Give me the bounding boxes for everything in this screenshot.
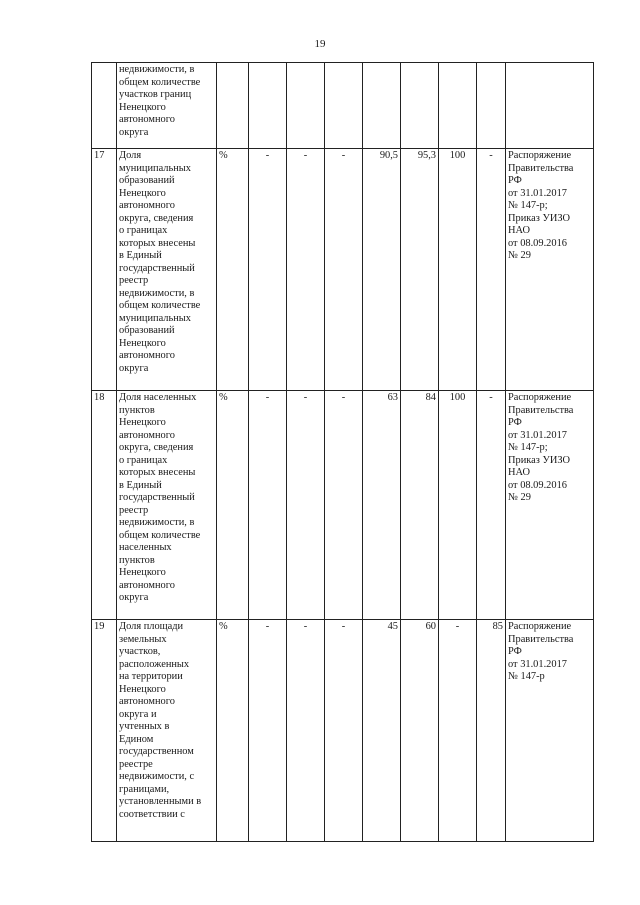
value-cell bbox=[401, 63, 439, 149]
value-cell: 90,5 bbox=[363, 149, 401, 391]
value-cell: - bbox=[439, 620, 477, 842]
value-cell: - bbox=[287, 391, 325, 620]
row-number: 18 bbox=[92, 391, 117, 620]
value-cell bbox=[325, 63, 363, 149]
table-row bbox=[92, 149, 594, 391]
value-cell: - bbox=[249, 620, 287, 842]
value-cell: - bbox=[249, 149, 287, 391]
row-number bbox=[92, 63, 117, 149]
value-cell: - bbox=[325, 149, 363, 391]
value-cell: 84 bbox=[401, 391, 439, 620]
unit-cell: % bbox=[217, 391, 249, 620]
indicator-name: Доля населенных пунктов Ненецкого автономного округа, сведения о границах которых внесены в Единый государственный реестр недвижимости, в общем количестве населенных пунктов Ненецкого автономного округа bbox=[117, 391, 217, 620]
value-cell: - bbox=[249, 391, 287, 620]
value-cell bbox=[249, 63, 287, 149]
source-document: Распоряжение Правительства РФ от 31.01.2017 № 147-р; Приказ УИЗО НАО от 08.09.2016 № 29 bbox=[506, 149, 594, 391]
indicator-name: Доля муниципальных образований Ненецкого автономного округа, сведения о границах которых внесены в Единый государственный реестр недвижимости, в общем количестве муниципальных образований Ненецкого автономного округа bbox=[117, 149, 217, 391]
source-document: Распоряжение Правительства РФ от 31.01.2017 № 147-р bbox=[506, 620, 594, 842]
value-cell: 45 bbox=[363, 620, 401, 842]
value-cell: - bbox=[477, 149, 506, 391]
unit-cell: % bbox=[217, 149, 249, 391]
value-cell bbox=[287, 63, 325, 149]
value-cell: - bbox=[287, 620, 325, 842]
value-cell: 100 bbox=[439, 391, 477, 620]
row-number: 17 bbox=[92, 149, 117, 391]
indicator-name: недвижимости, в общем количестве участков границ Ненецкого автономного округа bbox=[117, 63, 217, 149]
value-cell: 100 bbox=[439, 149, 477, 391]
source-document bbox=[506, 63, 594, 149]
indicator-name: Доля площади земельных участков, расположенных на территории Ненецкого автономного округа и учтенных в Едином государственном реестре недвижимости, с границами, установленными в соответствии с bbox=[117, 620, 217, 842]
value-cell: - bbox=[325, 620, 363, 842]
value-cell: - bbox=[325, 391, 363, 620]
indicators-table bbox=[91, 62, 594, 842]
value-cell: 95,3 bbox=[401, 149, 439, 391]
row-number: 19 bbox=[92, 620, 117, 842]
table-row bbox=[92, 63, 594, 149]
value-cell bbox=[477, 63, 506, 149]
value-cell: 60 bbox=[401, 620, 439, 842]
table-row bbox=[92, 391, 594, 620]
unit-cell bbox=[217, 63, 249, 149]
table-row bbox=[92, 620, 594, 842]
source-document: Распоряжение Правительства РФ от 31.01.2017 № 147-р; Приказ УИЗО НАО от 08.09.2016 № 29 bbox=[506, 391, 594, 620]
value-cell: 63 bbox=[363, 391, 401, 620]
value-cell bbox=[439, 63, 477, 149]
value-cell: - bbox=[287, 149, 325, 391]
value-cell: - bbox=[477, 391, 506, 620]
value-cell: 85 bbox=[477, 620, 506, 842]
page-number: 19 bbox=[314, 38, 326, 50]
value-cell bbox=[363, 63, 401, 149]
unit-cell: % bbox=[217, 620, 249, 842]
